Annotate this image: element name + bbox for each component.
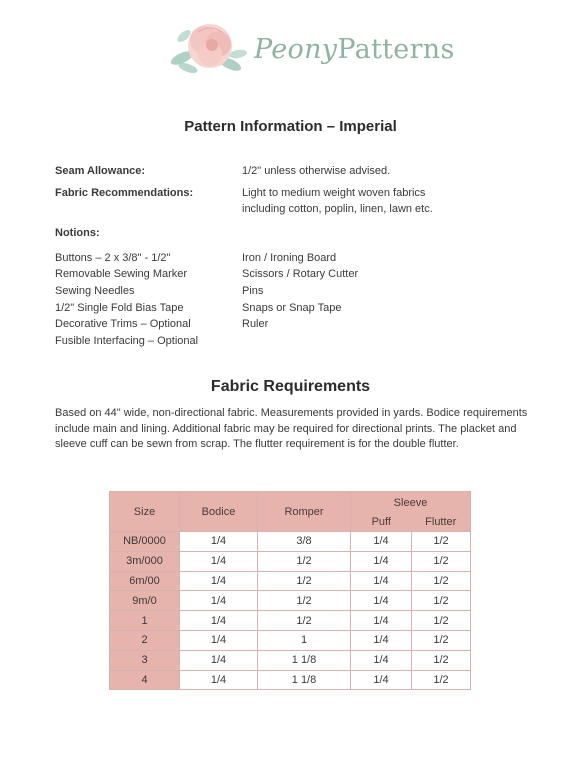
notion-item: 1/2" Single Fold Bias Tape (55, 302, 184, 314)
cell-flutter: 1/2 (412, 630, 471, 650)
cell-size: 1 (110, 611, 180, 631)
cell-size: 3m/000 (110, 551, 180, 571)
cell-bodice: 1/4 (180, 650, 258, 670)
cell-romper: 1 (258, 630, 351, 650)
cell-puff: 1/4 (351, 611, 412, 631)
table-row (110, 591, 471, 611)
cell-puff: 1/4 (351, 591, 412, 611)
fabric-recommendations-label: Fabric Recommendations: (55, 187, 194, 199)
notions-label: Notions: (55, 227, 100, 239)
cell-romper: 1/2 (258, 571, 351, 591)
table-row (110, 532, 471, 552)
header-size: Size (110, 492, 180, 532)
peony-flower-icon (168, 14, 252, 78)
cell-puff: 1/4 (351, 650, 412, 670)
cell-bodice: 1/4 (180, 670, 258, 690)
cell-flutter: 1/2 (412, 532, 471, 552)
fabric-requirements-intro: Based on 44" wide, non-directional fabric. Measurements provided in yards. Bodice requirements include main and lining. Additional fabric may be required for directional prints. The placket and sleeve cuff can be sewn from scrap. The flutter requirement is for the double flutter. (55, 407, 528, 450)
cell-flutter: 1/2 (412, 611, 471, 631)
notion-item: Iron / Ironing Board (242, 252, 337, 264)
cell-size: 2 (110, 630, 180, 650)
fabric-rec-line: including cotton, poplin, linen, lawn etc. (242, 203, 433, 215)
fabric-rec-line: Light to medium weight woven fabrics (242, 187, 426, 199)
notion-item: Snaps or Snap Tape (242, 302, 342, 314)
seam-allowance-label: Seam Allowance: (55, 165, 146, 177)
cell-bodice: 1/4 (180, 532, 258, 552)
brand-name-peony: Peony (254, 34, 338, 65)
notion-item: Scissors / Rotary Cutter (242, 268, 359, 280)
notion-item: Buttons – 2 x 3/8" - 1/2" (55, 252, 171, 264)
cell-flutter: 1/2 (412, 650, 471, 670)
fabric-requirements-title: Fabric Requirements (210, 378, 371, 395)
notion-item: Removable Sewing Marker (55, 268, 188, 280)
cell-size: 9m/0 (110, 591, 180, 611)
header-puff: Puff (351, 514, 412, 532)
table-row (110, 670, 471, 690)
table-row (110, 551, 471, 571)
cell-romper: 1/2 (258, 611, 351, 631)
cell-size: 4 (110, 670, 180, 690)
cell-bodice: 1/4 (180, 551, 258, 571)
cell-size: 6m/00 (110, 571, 180, 591)
cell-romper: 3/8 (258, 532, 351, 552)
cell-romper: 1/2 (258, 551, 351, 571)
notion-item: Decorative Trims – Optional (55, 318, 191, 330)
header-bodice: Bodice (180, 492, 258, 532)
table-row (110, 611, 471, 631)
notion-item: Ruler (242, 318, 269, 330)
header-flutter: Flutter (412, 514, 471, 532)
table-body (110, 532, 471, 690)
notion-item: Pins (242, 285, 264, 297)
cell-bodice: 1/4 (180, 630, 258, 650)
cell-romper: 1 1/8 (258, 650, 351, 670)
cell-size: NB/0000 (110, 532, 180, 552)
cell-puff: 1/4 (351, 630, 412, 650)
table-row (110, 650, 471, 670)
cell-flutter: 1/2 (412, 670, 471, 690)
cell-puff: 1/4 (351, 551, 412, 571)
seam-allowance-value: 1/2" unless otherwise advised. (242, 165, 391, 177)
cell-size: 3 (110, 650, 180, 670)
notion-item: Fusible Interfacing – Optional (55, 335, 199, 347)
cell-flutter: 1/2 (412, 571, 471, 591)
cell-puff: 1/4 (351, 532, 412, 552)
cell-puff: 1/4 (351, 670, 412, 690)
page-title: Pattern Information – Imperial (184, 118, 397, 135)
cell-romper: 1/2 (258, 591, 351, 611)
fabric-recommendations-value (242, 185, 433, 217)
header-sleeve: Sleeve (351, 492, 471, 514)
cell-flutter: 1/2 (412, 591, 471, 611)
brand-name (254, 34, 455, 65)
brand-name-patterns: Patterns (337, 34, 455, 65)
fabric-requirements-table (109, 491, 471, 690)
cell-puff: 1/4 (351, 571, 412, 591)
cell-bodice: 1/4 (180, 571, 258, 591)
header-romper: Romper (258, 492, 351, 532)
notion-item: Sewing Needles (55, 285, 135, 297)
table-row (110, 630, 471, 650)
brand-logo (168, 14, 455, 78)
table-row (110, 571, 471, 591)
cell-romper: 1 1/8 (258, 670, 351, 690)
cell-bodice: 1/4 (180, 591, 258, 611)
cell-bodice: 1/4 (180, 611, 258, 631)
cell-flutter: 1/2 (412, 551, 471, 571)
